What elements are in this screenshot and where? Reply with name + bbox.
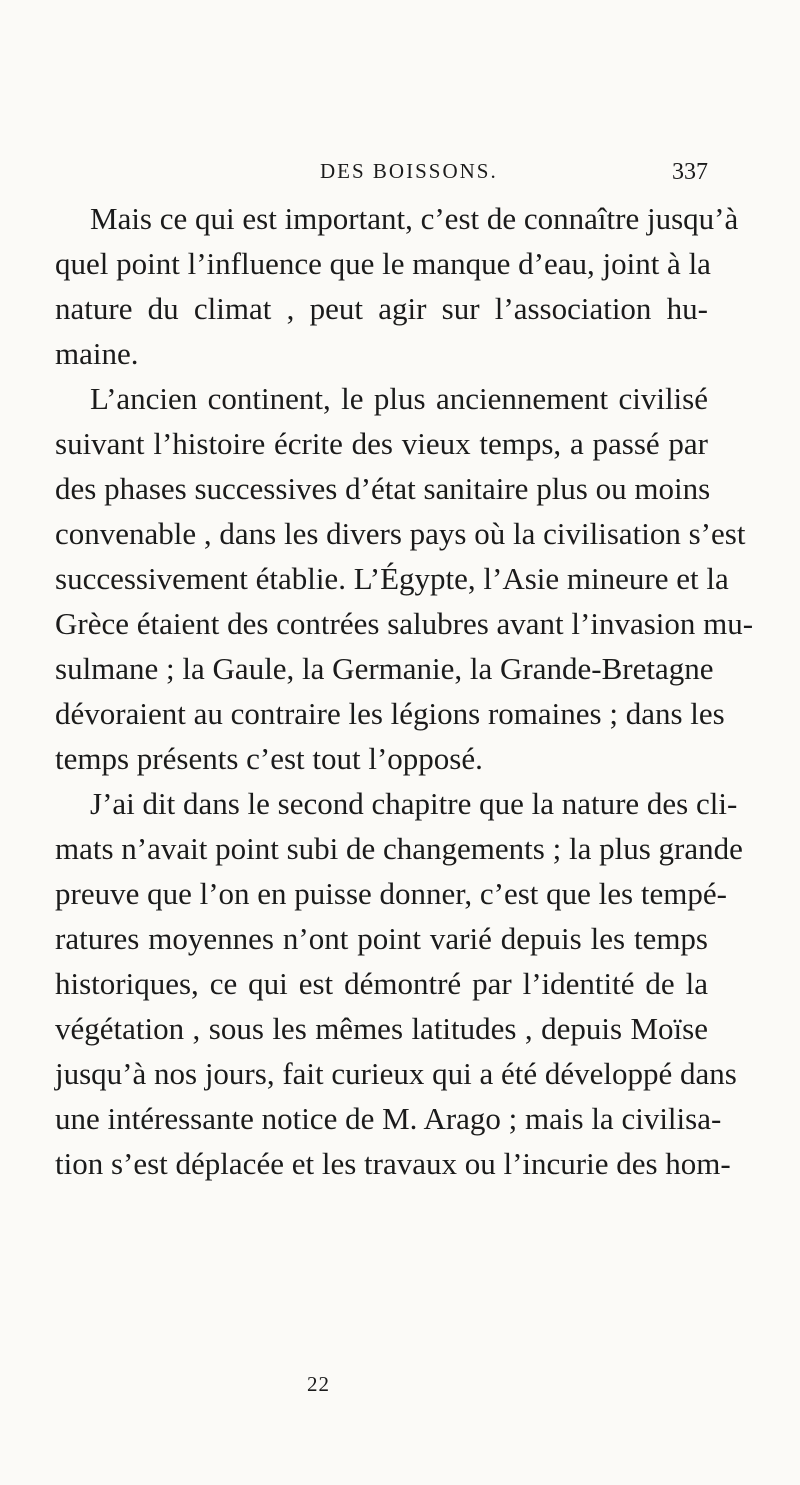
text-line: preuve que l’on en puisse donner, c’est que les tempé-	[55, 876, 727, 911]
text-line: J’ai dit dans le second chapitre que la nature des cli-	[90, 786, 738, 821]
text-line: quel point l’influence que le manque d’eau, joint à la	[55, 246, 711, 281]
text-line: convenable , dans les divers pays où la civilisation s’est	[55, 516, 746, 551]
text-line: jusqu’à nos jours, fait curieux qui a été développé dans	[55, 1056, 737, 1091]
text-line: successivement établie. L’Égypte, l’Asie mineure et la	[55, 561, 729, 596]
text-line: végétation , sous les mêmes latitudes , depuis Moïse	[55, 1011, 708, 1046]
text-line: nature du climat , peut agir sur l’association hu-	[55, 291, 708, 326]
text-line: dévoraient au contraire les légions romaines ; dans les	[55, 696, 725, 731]
text-line: suivant l’histoire écrite des vieux temps, a passé par	[55, 426, 708, 461]
text-line: tion s’est déplacée et les travaux ou l’incurie des hom-	[55, 1146, 731, 1181]
page-number: 337	[672, 159, 708, 185]
text-line: temps présents c’est tout l’opposé.	[55, 741, 483, 776]
running-title: DES BOISSONS.	[320, 159, 498, 183]
text-line: ratures moyennes n’ont point varié depuis les temps	[55, 921, 708, 956]
text-line: Mais ce qui est important, c’est de connaître jusqu’à	[90, 201, 739, 236]
body-text	[55, 196, 754, 1186]
text-line: Grèce étaient des contrées salubres avant l’invasion mu-	[55, 606, 754, 641]
text-line: une intéressante notice de M. Arago ; mais la civilisa-	[55, 1101, 722, 1136]
text-line: mats n’avait point subi de changements ; la plus grande	[55, 831, 743, 866]
signature-mark: 22	[307, 1372, 330, 1396]
text-line: maine.	[55, 336, 139, 371]
running-head	[256, 159, 708, 189]
text-line: sulmane ; la Gaule, la Germanie, la Grande-Bretagne	[55, 651, 714, 686]
text-line: historiques, ce qui est démontré par l’identité de la	[55, 966, 708, 1001]
text-line: L’ancien continent, le plus anciennement civilisé	[90, 381, 708, 416]
text-line: des phases successives d’état sanitaire plus ou moins	[55, 471, 711, 506]
